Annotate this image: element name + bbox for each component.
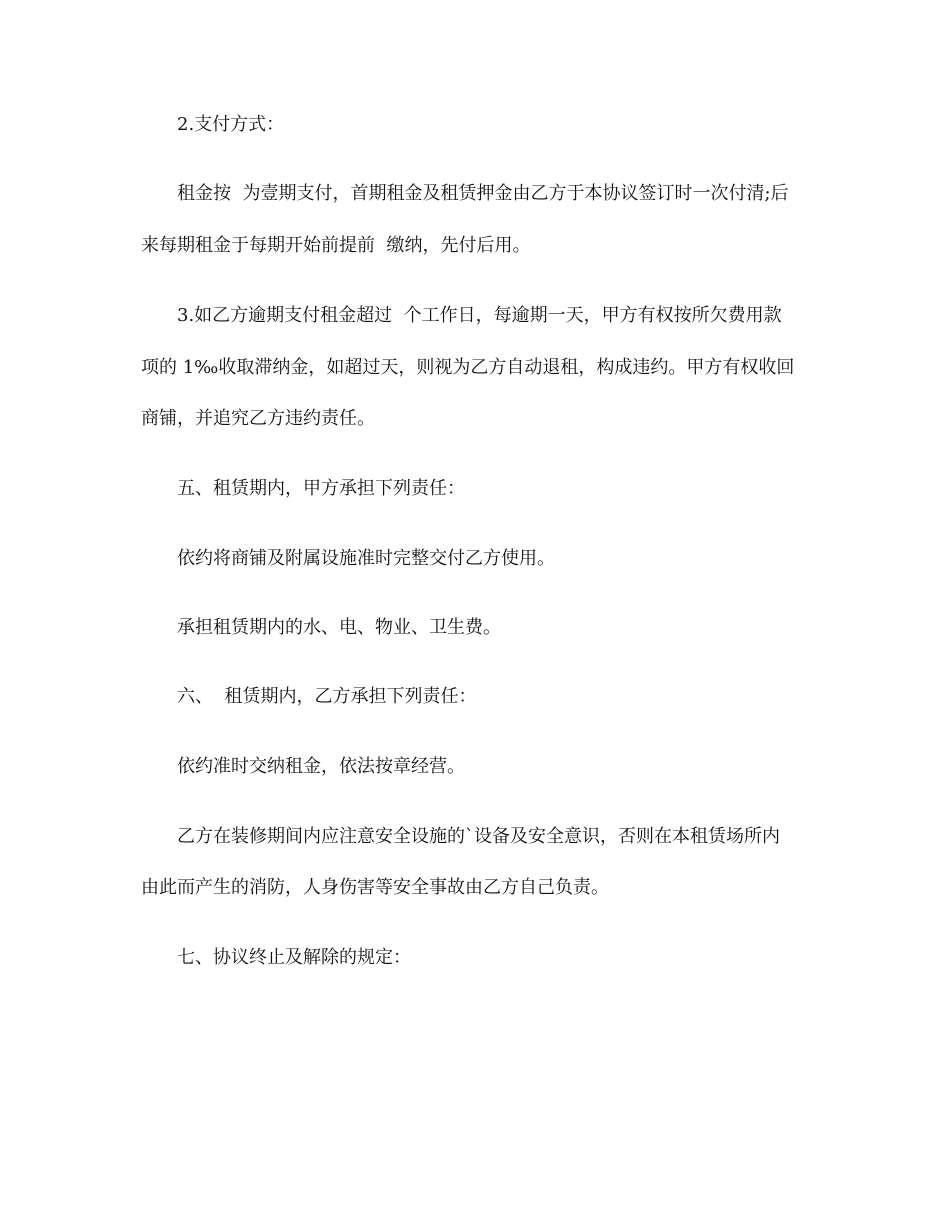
party-a-duty-2: 承担租赁期内的水、电、物业、卫生费。 <box>177 617 501 638</box>
paragraph-late-payment-line-3: 商铺，并追究乙方违约责任。 <box>141 408 375 429</box>
party-b-duty-2-line-2: 由此而产生的消防，人身伤害等安全事故由乙方自己负责。 <box>141 877 609 898</box>
party-b-duty-2-line-1: 乙方在装修期间内应注意安全设施的`设备及安全意识，否则在本租赁场所内 <box>177 826 780 847</box>
section-six-heading: 六、 租赁期内，乙方承担下列责任： <box>177 686 477 707</box>
paragraph-rent-payment-line-1: 租金按 为壹期支付，首期租金及租赁押金由乙方于本协议签订时一次付清;后 <box>177 183 789 204</box>
payment-method-heading: 2.支付方式： <box>177 114 285 135</box>
paragraph-late-payment-line-1: 3.如乙方逾期支付租金超过 个工作日，每逾期一天，甲方有权按所欠费用款 <box>177 305 782 326</box>
section-five-heading: 五、租赁期内，甲方承担下列责任： <box>177 478 465 499</box>
party-a-duty-1: 依约将商铺及附属设施准时完整交付乙方使用。 <box>177 548 555 569</box>
section-seven-heading: 七、协议终止及解除的规定： <box>177 947 411 968</box>
paragraph-late-payment-line-2: 项的 1‰收取滞纳金，如超过天，则视为乙方自动退租，构成违约。甲方有权收回 <box>141 357 795 378</box>
party-b-duty-1: 依约准时交纳租金，依法按章经营。 <box>177 756 465 777</box>
paragraph-rent-payment-line-2: 来每期租金于每期开始前提前 缴纳，先付后用。 <box>141 235 531 256</box>
